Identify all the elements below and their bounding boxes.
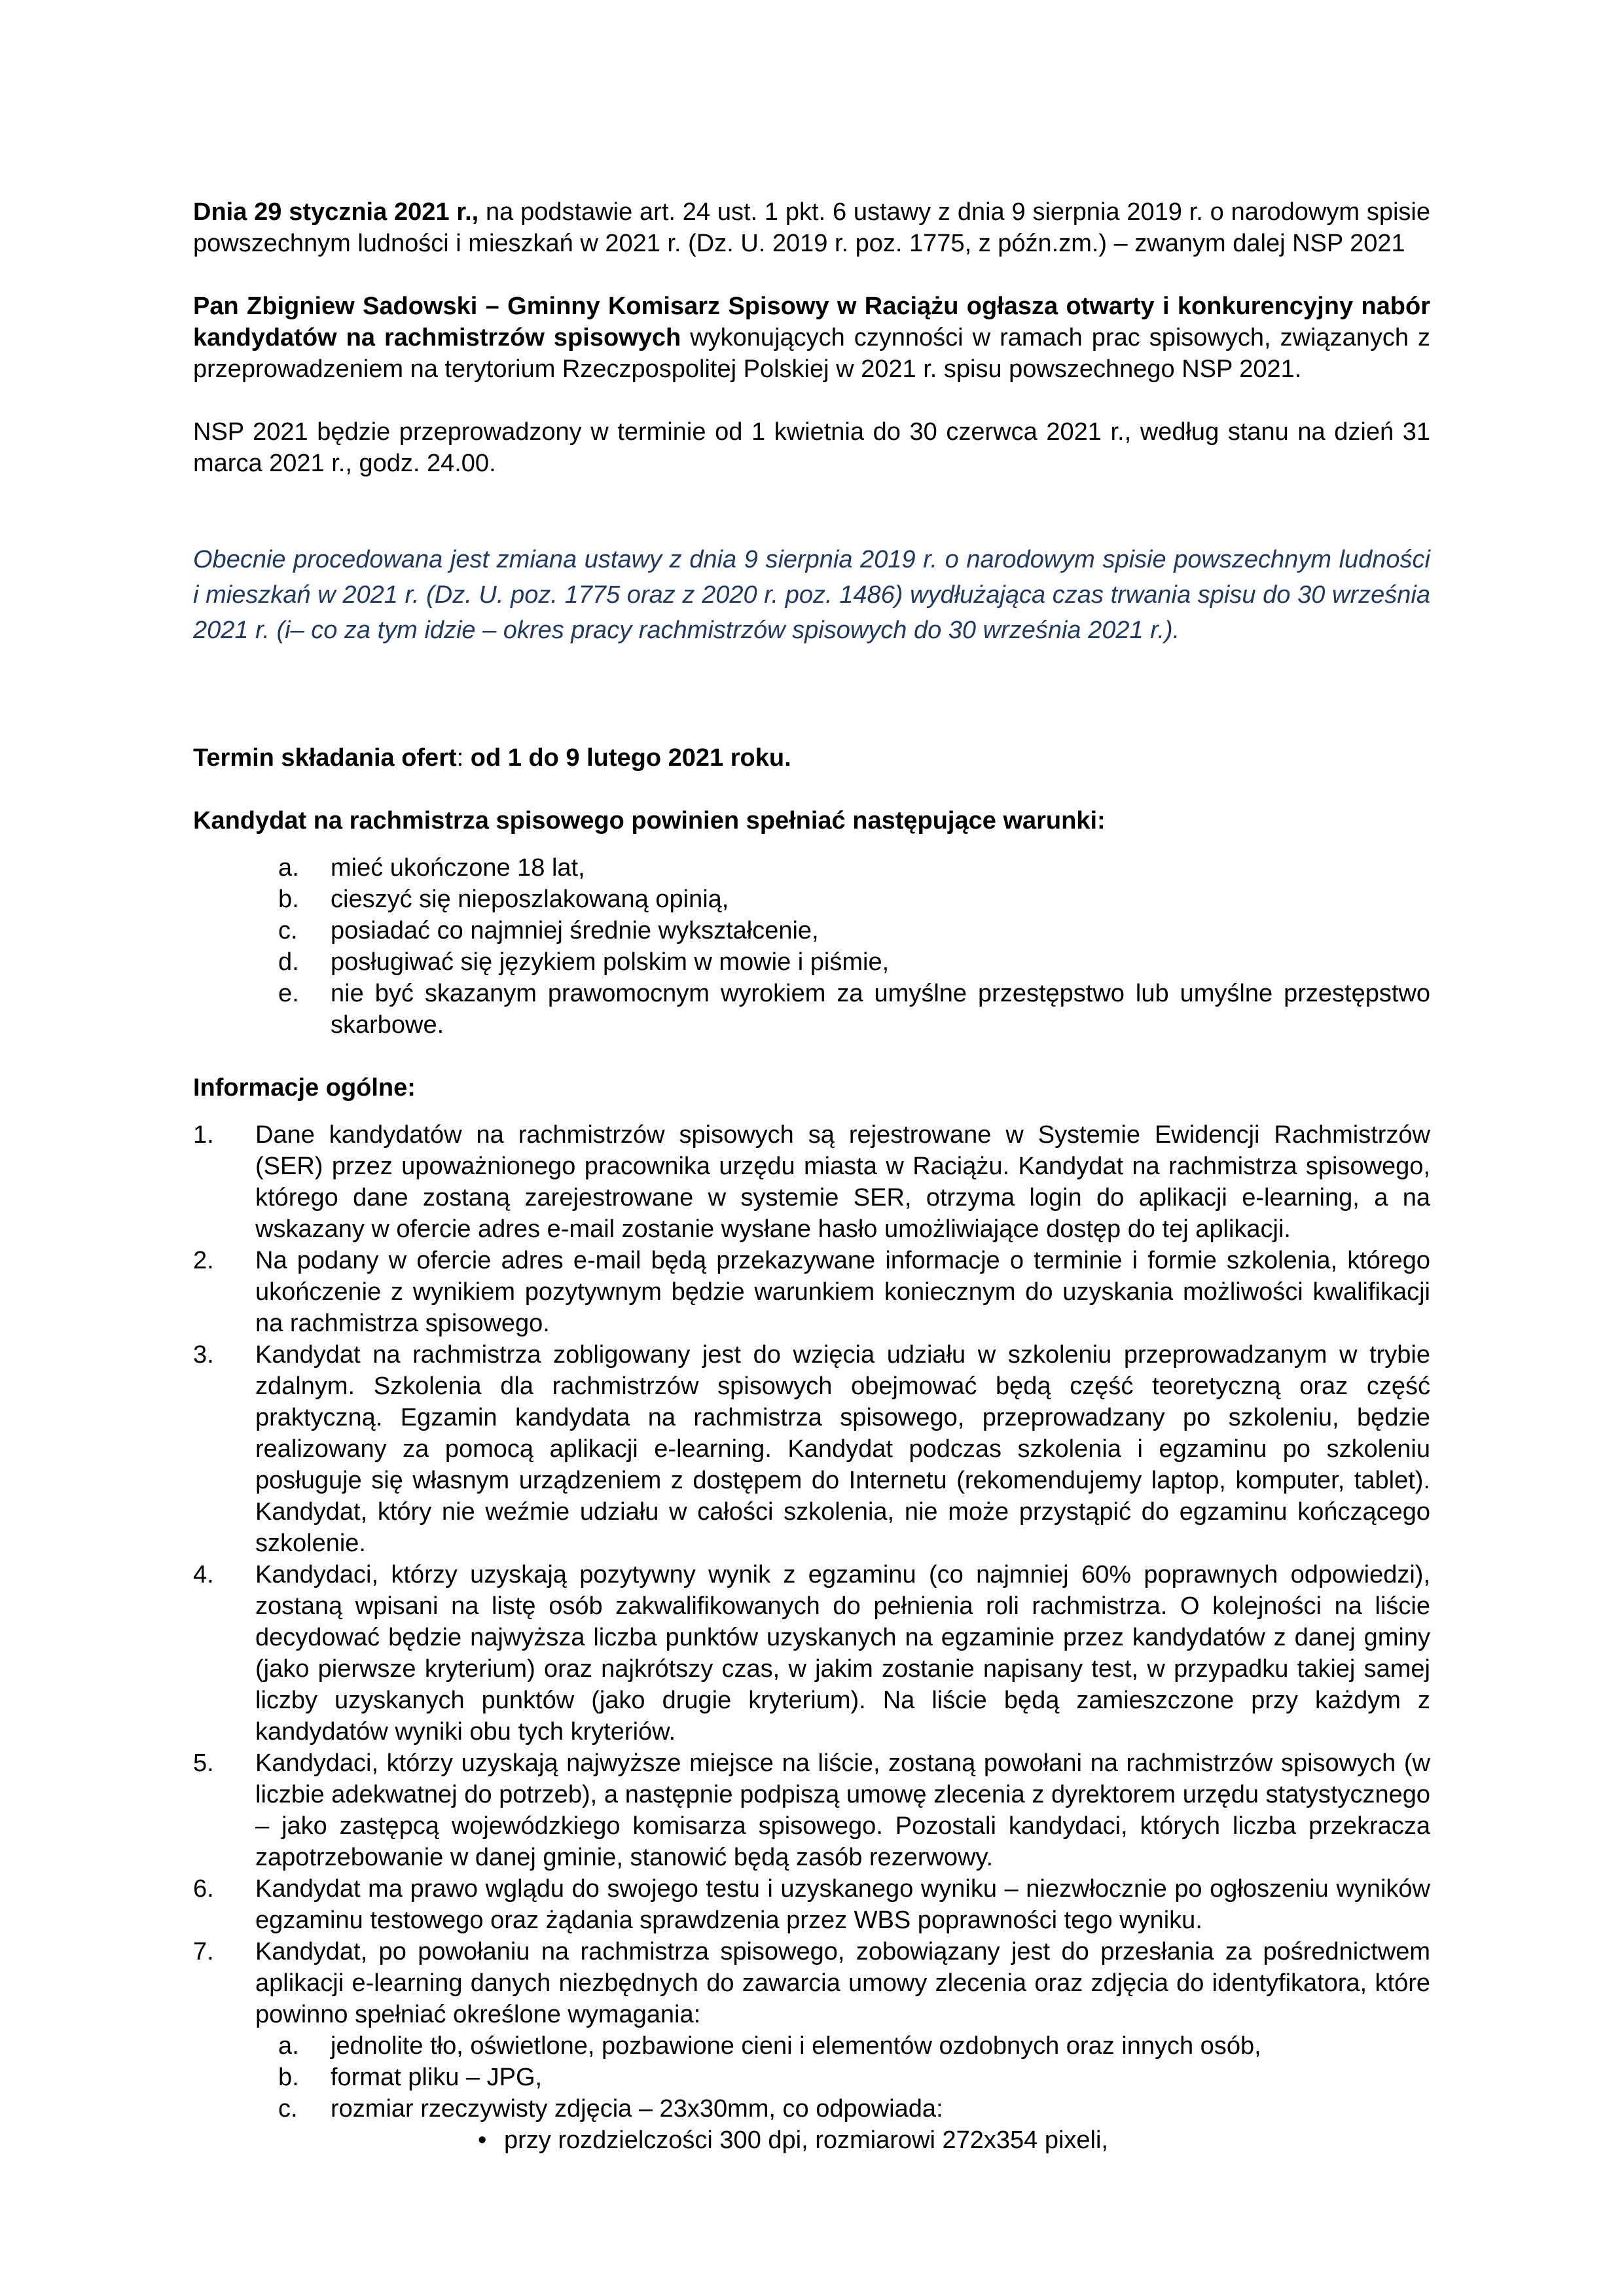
paragraph-term: NSP 2021 będzie przeprowadzony w terminie od 1 kwietnia do 30 czerwca 2021 r., według stanu na dzień 31 marca 2021 r., godz. 24.00. xyxy=(193,418,1430,477)
sub-list-item xyxy=(255,2062,1430,2093)
list-marker: 1. xyxy=(193,1121,214,1149)
announcement-bold: Pan Zbigniew Sadowski – Gminny Komisarz Spisowy w Raciążu ogłasza otwarty i konkurencyjny nabór kandydatów na rachmistrzów spisowych xyxy=(193,293,1430,351)
list-marker: c. xyxy=(278,2095,298,2123)
list-marker: e. xyxy=(278,980,299,1007)
list-item xyxy=(193,1873,1430,1936)
list-marker: 3. xyxy=(193,1341,214,1369)
opening-date-bold: Dnia 29 stycznia 2021 r., xyxy=(193,198,479,226)
list-item xyxy=(193,1936,1430,2156)
list-item xyxy=(193,978,1430,1041)
list-marker: c. xyxy=(278,917,298,944)
deadline-label: Termin składania ofert xyxy=(193,744,457,772)
list-item xyxy=(193,852,1430,884)
opening-rest: na podstawie art. 24 ust. 1 pkt. 6 ustawy z dnia 9 sierpnia 2019 r. o narodowym spisie powszechnym ludności i mieszkań w 2021 r. (Dz. U. 2019 r. poz. 1775, z późn.zm.) – zwanym dalej NSP 2021 xyxy=(193,198,1430,257)
list-item-text: cieszyć się nieposzlakowaną opinią, xyxy=(331,886,729,913)
note-paragraph: Obecnie procedowana jest zmiana ustawy z dnia 9 sierpnia 2019 r. o narodowym spisie powszechnym ludności i mieszkań w 2021 r. (Dz. U. poz. 1775 oraz z 2020 r. poz. 1486) wydłużająca czas trwania spisu do 30 września 2021 r. (i– co za tym idzie – okres pracy rachmistrzów spisowych do 30 września 2021 r.). xyxy=(193,546,1430,644)
list-marker: b. xyxy=(278,886,299,913)
general-info-heading: Informacje ogólne: xyxy=(193,1074,416,1102)
list-item-text: nie być skazanym prawomocnym wyrokiem za umyślne przestępstwo lub umyślne przestępstwo skarbowe. xyxy=(331,980,1430,1039)
photo-requirements-sublist xyxy=(255,2030,1430,2156)
announcement-rest: wykonujących czynności w ramach prac spisowych, związanych z przeprowadzeniem na terytorium Rzeczpospolitej Polskiej w 2021 r. spisu powszechnego NSP 2021. xyxy=(193,324,1431,383)
deadline-separator: : xyxy=(456,744,471,772)
list-item-text: przy rozdzielczości 300 dpi, rozmiarowi 272x354 pixeli, xyxy=(504,2126,1108,2154)
list-item-text: format pliku – JPG, xyxy=(331,2064,543,2091)
list-item-text: Kandydat, po powołaniu na rachmistrza spisowego, zobowiązany jest do przesłania za pośrednictwem aplikacji e-learning danych niezbędnych do zawarcia umowy zlecenia oraz zdjęcia do identyfikatora, które powinno spełniać określone wymagania: xyxy=(255,1938,1430,2028)
list-marker: 5. xyxy=(193,1749,214,1777)
list-item-text: Kandydaci, którzy uzyskają najwyższe miejsce na liście, zostaną powołani na rachmistrzów spisowych (w liczbie adekwatnej do potrzeb), a następnie podpiszą umowę zlecenia z dyrektorem urzędu statystycznego – jako zastępcą wojewódzkiego komisarza spisowego. Pozostali kandydaci, których liczba przekracza zapotrzebowanie w danej gminie, stanowić będą zasób rezerwowy. xyxy=(255,1749,1430,1871)
list-marker: 7. xyxy=(193,1938,214,1965)
general-info-list xyxy=(193,1119,1430,2156)
bullet-marker: • xyxy=(478,2126,487,2154)
list-item-text: Kandydat ma prawo wglądu do swojego testu i uzyskanego wyniku – niezwłocznie po ogłoszeniu wyników egzaminu testowego oraz żądania sprawdzenia przez WBS poprawności tego wyniku. xyxy=(255,1875,1430,1934)
list-item xyxy=(193,915,1430,946)
list-item-text: posiadać co najmniej średnie wykształcenie, xyxy=(331,917,819,944)
list-item xyxy=(193,946,1430,978)
list-marker: a. xyxy=(278,2032,299,2060)
list-item xyxy=(193,1119,1430,1245)
sub-list-item xyxy=(255,2093,1430,2156)
list-item xyxy=(193,884,1430,915)
deadline-line xyxy=(193,742,1430,774)
list-item xyxy=(193,1559,1430,1748)
deadline-value: od 1 do 9 lutego 2021 roku. xyxy=(470,744,791,772)
bullet-list-item xyxy=(331,2125,1430,2156)
paragraph-opening xyxy=(193,196,1430,259)
list-marker: b. xyxy=(278,2064,299,2091)
list-item-text: rozmiar rzeczywisty zdjęcia – 23x30mm, co odpowiada: xyxy=(331,2095,943,2123)
list-item-text: Dane kandydatów na rachmistrzów spisowych są rejestrowane w Systemie Ewidencji Rachmistrzów (SER) przez upoważnionego pracownika urzędu miasta w Raciążu. Kandydat na rachmistrza spisowego, którego dane zostaną zarejestrowane w systemie SER, otrzyma login do aplikacji e-learning, a na wskazany w ofercie adres e-mail zostanie wysłane hasło umożliwiające dostęp do tej aplikacji. xyxy=(255,1121,1430,1243)
list-marker: a. xyxy=(278,854,299,882)
requirements-list xyxy=(193,852,1430,1041)
list-item-text: posługiwać się językiem polskim w mowie i piśmie, xyxy=(331,948,890,976)
list-marker: 4. xyxy=(193,1561,214,1588)
list-item xyxy=(193,1748,1430,1873)
list-item xyxy=(193,1245,1430,1339)
list-item-text: Na podany w ofercie adres e-mail będą przekazywane informacje o terminie i formie szkolenia, którego ukończenie z wynikiem pozytywnym będzie warunkiem koniecznym do uzyskania możliwości kwalifikacji na rachmistrza spisowego. xyxy=(255,1247,1430,1337)
list-item-text: jednolite tło, oświetlone, pozbawione cieni i elementów ozdobnych oraz innych osób, xyxy=(331,2032,1261,2060)
list-marker: 6. xyxy=(193,1875,214,1903)
paragraph-announcement xyxy=(193,291,1430,385)
list-item-text: Kandydaci, którzy uzyskają pozytywny wynik z egzaminu (co najmniej 60% poprawnych odpowiedzi), zostaną wpisani na listę osób zakwalifikowanych do pełnienia roli rachmistrza. O kolejności na liście decydować będzie najwyższa liczba punktów uzyskanych na egzaminie przez kandydatów z danej gminy (jako pierwsze kryterium) oraz najkrótszy czas, w jakim zostanie napisany test, w przypadku takiej samej liczby uzyskanych punktów (jako drugie kryterium). Na liście będą zamieszczone przy każdym z kandydatów wyniki obu tych kryteriów. xyxy=(255,1561,1430,1746)
sub-list-item xyxy=(255,2030,1430,2062)
list-item-text: mieć ukończone 18 lat, xyxy=(331,854,585,882)
requirements-heading: Kandydat na rachmistrza spisowego powinien spełniać następujące warunki: xyxy=(193,807,1106,834)
list-marker: d. xyxy=(278,948,299,976)
list-marker: 2. xyxy=(193,1247,214,1274)
list-item xyxy=(193,1339,1430,1559)
list-item-text: Kandydat na rachmistrza zobligowany jest do wzięcia udziału w szkoleniu przeprowadzanym w trybie zdalnym. Szkolenia dla rachmistrzów spisowych obejmować będą część teoretyczną oraz część praktyczną. Egzamin kandydata na rachmistrza spisowego, przeprowadzany po szkoleniu, będzie realizowany za pomocą aplikacji e-learning. Kandydat podczas szkolenia i egzaminu po szkoleniu posługuje się własnym urządzeniem z dostępem do Internetu (rekomendujemy laptop, komputer, tablet). Kandydat, który nie weźmie udziału w całości szkolenia, nie może przystąpić do egzaminu kończącego szkolenie. xyxy=(255,1341,1430,1557)
